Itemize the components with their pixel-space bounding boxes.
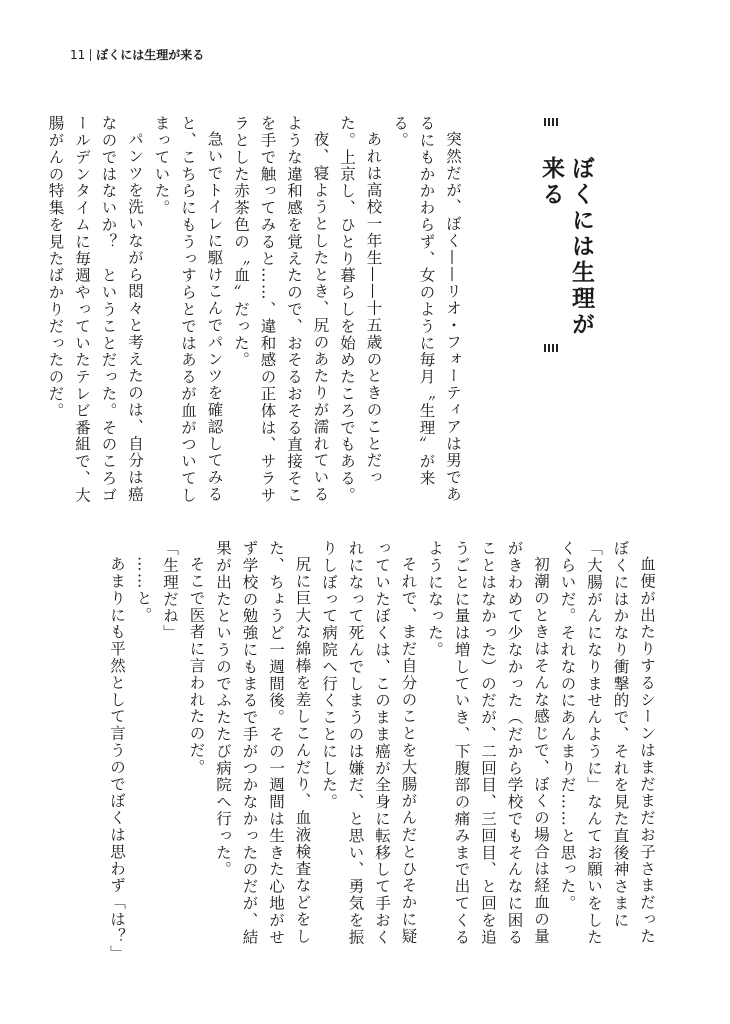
paragraph: 初潮のときはそんな感じで、ぼくの場合は経血の量がきわめて少なかった（だから学校でもそんなに困ることはなかった）のだが、二回目、三回目、と回を追うごとに量は増していき、下腹部の痛みまで出てくるようになった。 <box>426 540 550 946</box>
chapter-ornament-bottom <box>544 344 558 352</box>
paragraph: パンツを洗いながら悶々と考えたのは、自分は癌なのではないか？ ということだった。そのころゴールデンタイムに毎週やっていたテレビ番組で、大腸がんの特集を見たばかりだったのだ。 <box>46 115 144 504</box>
paragraph: そこで医者に言われたのだ。 <box>187 555 206 776</box>
running-header <box>70 46 204 63</box>
paragraph: それで、まだ自分のことを大腸がんだとひそかに疑っていたぼくは、このまま癌が全身に転移して手おくれになって死んでしまうのは嫌だ、と思い、勇気を振りしぼって病院へ行くことにした。 <box>320 540 418 946</box>
paragraph: 夜、寝ようとしたとき、尻のあたりが濡れているような違和感を覚えたので、おそるおそる直接そこを手で触ってみると……、違和感の正体は、サラサラとした赤茶色の〝血〟だった。 <box>232 115 330 504</box>
header-divider <box>90 49 91 61</box>
chapter-title: ぼくには生理が来る <box>538 156 594 338</box>
body-text-bottom <box>60 540 660 960</box>
running-title: ぼくには生理が来る <box>96 48 205 62</box>
paragraph: 血便が出たりするシーンはまだまだお子さまだったぼくにはかなり衝撃的で、それを見た直後神さまに「大腸がんになりませんように」なんてお願いをしたくらいだ。それなのにあんまりだ……と思った。 <box>558 540 656 946</box>
body-text-top <box>46 115 466 515</box>
paragraph: あれは高校一年生——十五歳のときのことだった。上京し、ひとり暮らしを始めたころでもある。 <box>338 115 383 504</box>
paragraph: 尻に巨大な綿棒を差しこんだり、血液検査などをした、ちょうど一週間後。その一週間は生きた心地がせず学校の勉強にもまるで手がつかなかったのだが、結果が出たというのでふたたび病院へ行った。 <box>214 540 312 946</box>
dialogue-line: 「生理だね」 <box>161 540 179 642</box>
paragraph: ……と。 <box>134 555 153 624</box>
paragraph: 突然だが、ぼく——リオ・フォーティアは男であるにもかかわらず、女のように毎月〝生理〟が来る。 <box>391 115 462 503</box>
chapter-ornament-top <box>544 118 558 126</box>
chapter-heading <box>532 118 594 358</box>
page-number: 11 <box>70 47 86 62</box>
paragraph: あまりにも平然として言うのでぼくは思わず「は？」 <box>108 555 126 962</box>
paragraph: 急いでトイレに駆けこんでパンツを確認してみると、こちらにもうっすらとではあるが血がついてしまっていた。 <box>152 115 224 504</box>
